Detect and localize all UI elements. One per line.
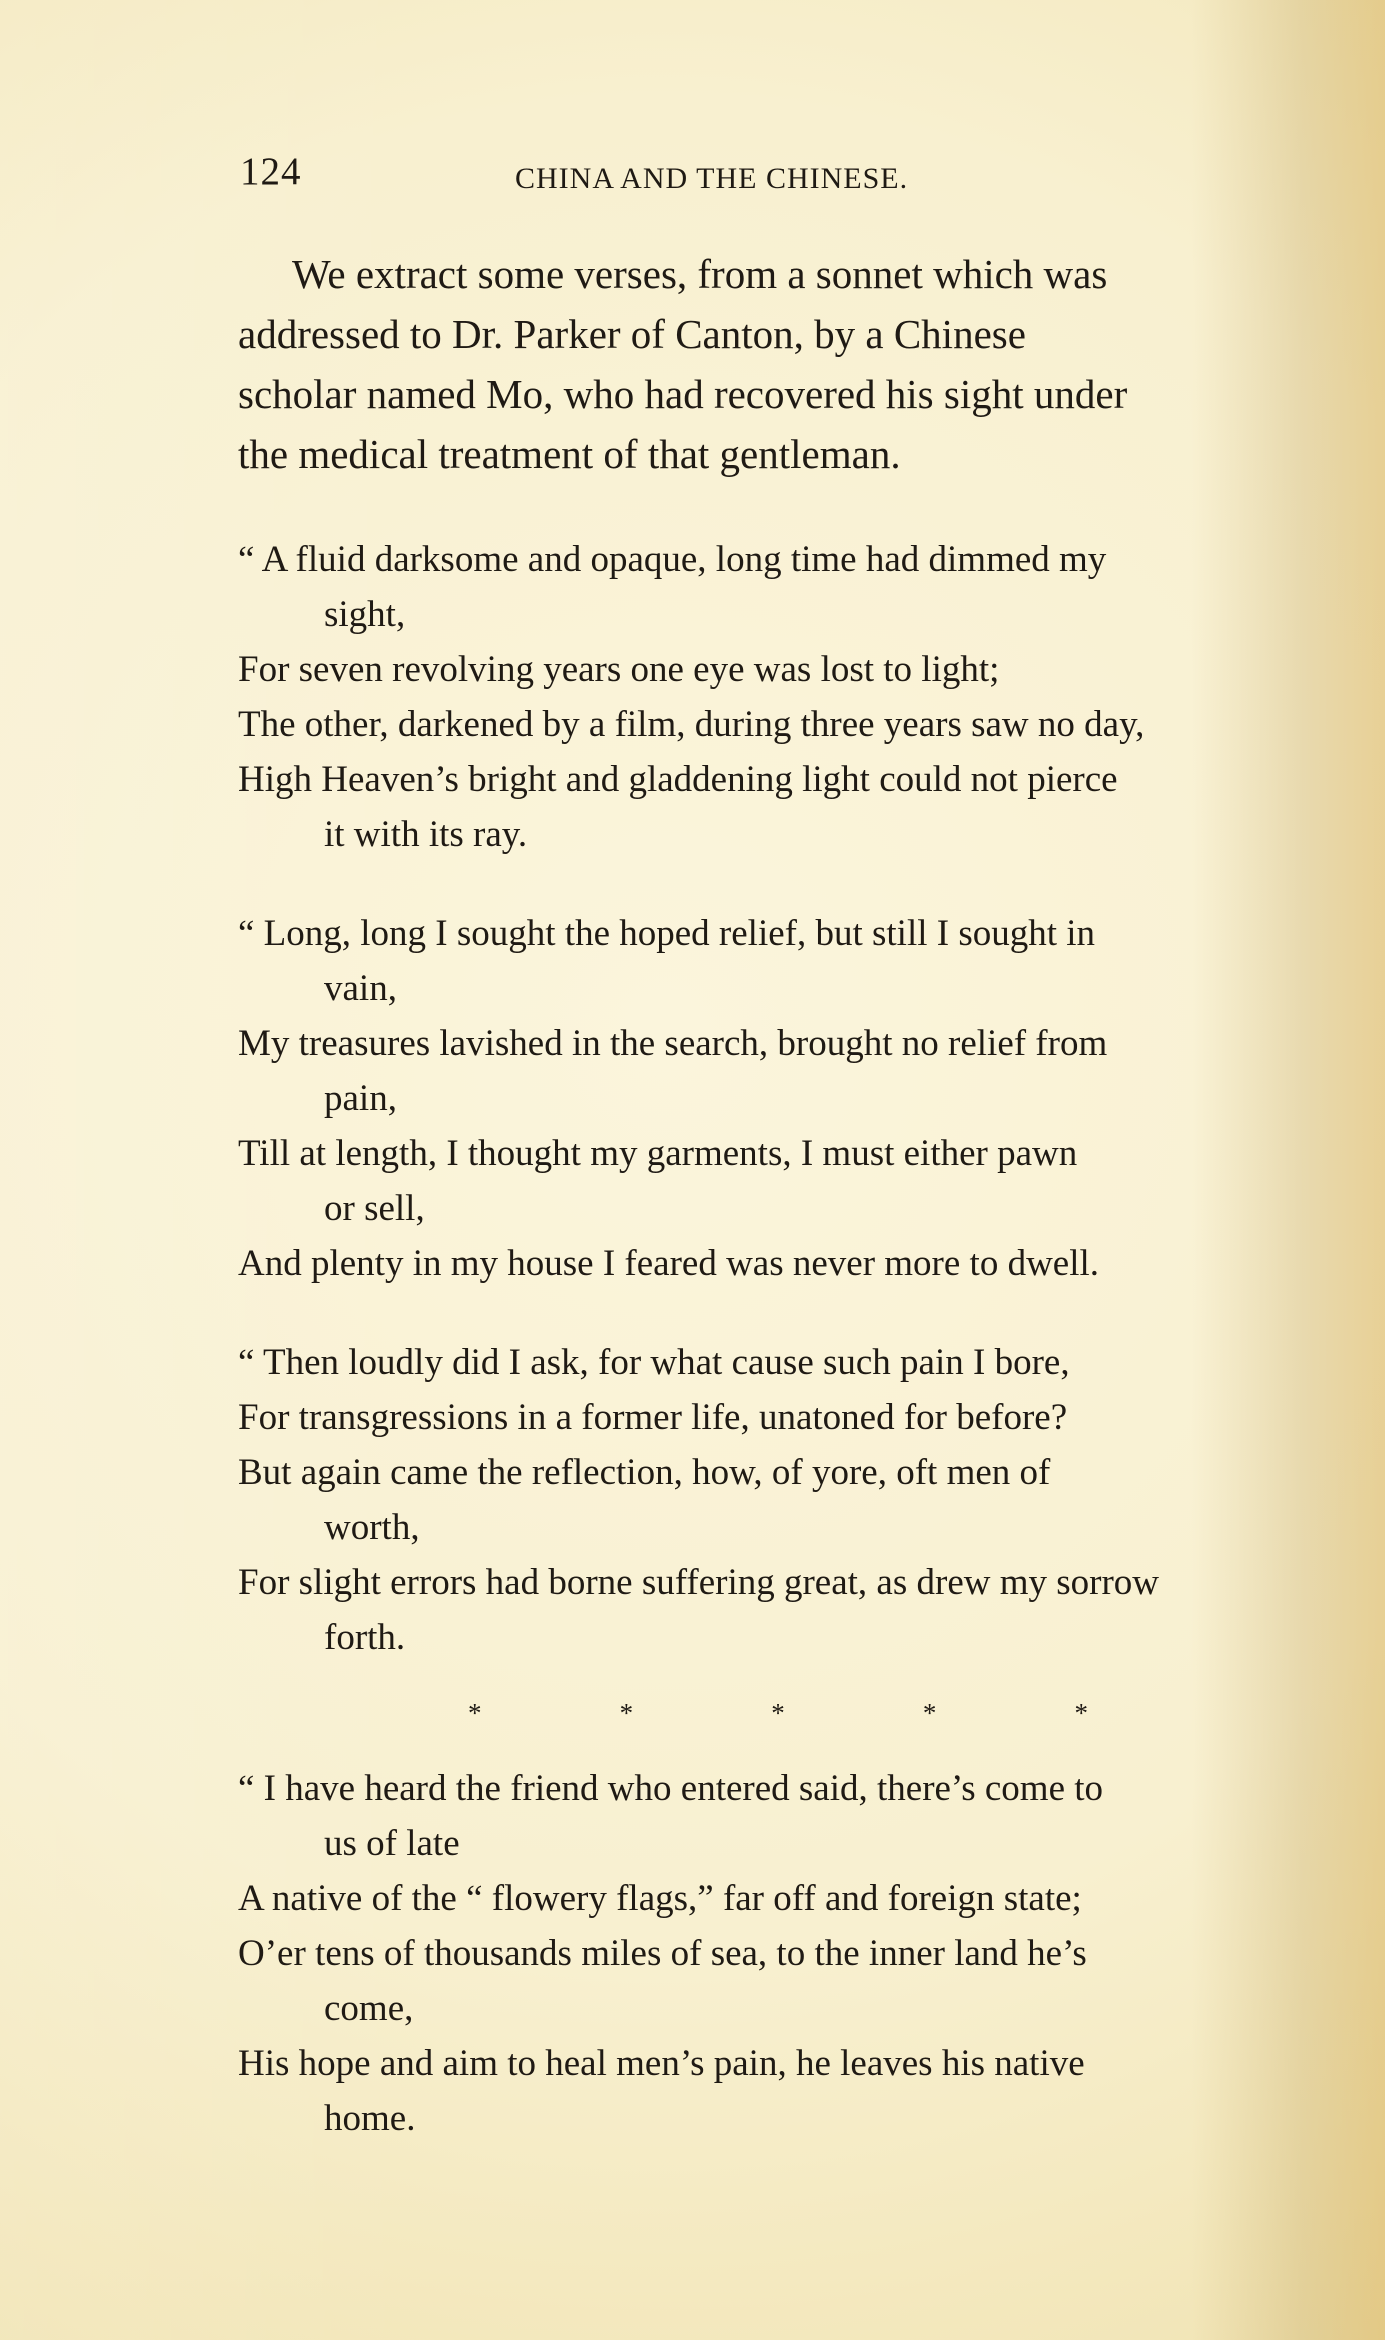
poem-line: Till at length, I thought my garments, I must either pawn	[238, 1133, 1078, 1174]
intro-line: the medical treatment of that gentleman.	[238, 431, 901, 477]
intro-line: We extract some verses, from a sonnet which was	[292, 251, 1108, 297]
section-break-stars	[468, 1698, 1088, 1733]
poem-line: His hope and aim to heal men’s pain, he leaves his native	[238, 2043, 1085, 2084]
poem-line: home.	[324, 2098, 416, 2139]
intro-line: addressed to Dr. Parker of Canton, by a Chinese	[238, 311, 1026, 357]
poem-line: forth.	[324, 1617, 406, 1658]
main-text	[238, 244, 1318, 2190]
poem-stanza-3	[238, 1335, 1318, 1665]
poem	[238, 532, 1318, 2146]
star-ornament: *	[1074, 1698, 1088, 1728]
poem-line: For slight errors had borne suffering great, as drew my sorrow	[238, 1562, 1160, 1603]
page-header	[240, 152, 1070, 202]
star-ornament: *	[468, 1698, 482, 1728]
poem-line: “ Then loudly did I ask, for what cause such pain I bore,	[238, 1342, 1070, 1383]
poem-line: “ I have heard the friend who entered said, there’s come to	[238, 1768, 1104, 1809]
poem-line: worth,	[324, 1507, 420, 1548]
star-ornament: *	[771, 1698, 785, 1728]
poem-line: vain,	[324, 968, 397, 1009]
poem-line: it with its ray.	[324, 814, 528, 855]
intro-paragraph	[238, 244, 1318, 484]
running-title: CHINA AND THE CHINESE.	[515, 162, 909, 195]
star-ornament: *	[922, 1698, 937, 1728]
poem-stanza-2	[238, 906, 1318, 1291]
poem-line: or sell,	[324, 1188, 425, 1229]
poem-line: My treasures lavished in the search, brought no relief from	[238, 1023, 1108, 1064]
page-number: 124	[240, 150, 302, 193]
star-ornament: *	[619, 1698, 634, 1728]
poem-line: us of late	[324, 1823, 460, 1864]
poem-line: But again came the reflection, how, of yore, oft men of	[238, 1452, 1051, 1493]
poem-stanza-4	[238, 1761, 1318, 2146]
intro-line: scholar named Mo, who had recovered his sight under	[238, 371, 1128, 417]
poem-line: sight,	[324, 594, 406, 635]
poem-line: “ A fluid darksome and opaque, long time had dimmed my	[238, 539, 1107, 580]
poem-line: “ Long, long I sought the hoped relief, but still I sought in	[238, 913, 1096, 954]
poem-line: For seven revolving years one eye was lost to light;	[238, 649, 1000, 690]
poem-line: O’er tens of thousands miles of sea, to the inner land he’s	[238, 1933, 1087, 1974]
poem-line: And plenty in my house I feared was never more to dwell.	[238, 1243, 1100, 1284]
poem-line: High Heaven’s bright and gladdening light could not pierce	[238, 759, 1118, 800]
poem-line: A native of the “ flowery flags,” far off and foreign state;	[238, 1878, 1082, 1919]
poem-line: The other, darkened by a film, during three years saw no day,	[238, 704, 1145, 745]
poem-stanza-1	[238, 532, 1318, 862]
poem-line: For transgressions in a former life, unatoned for before?	[238, 1397, 1068, 1438]
poem-line: come,	[324, 1988, 414, 2029]
poem-line: pain,	[324, 1078, 397, 1119]
